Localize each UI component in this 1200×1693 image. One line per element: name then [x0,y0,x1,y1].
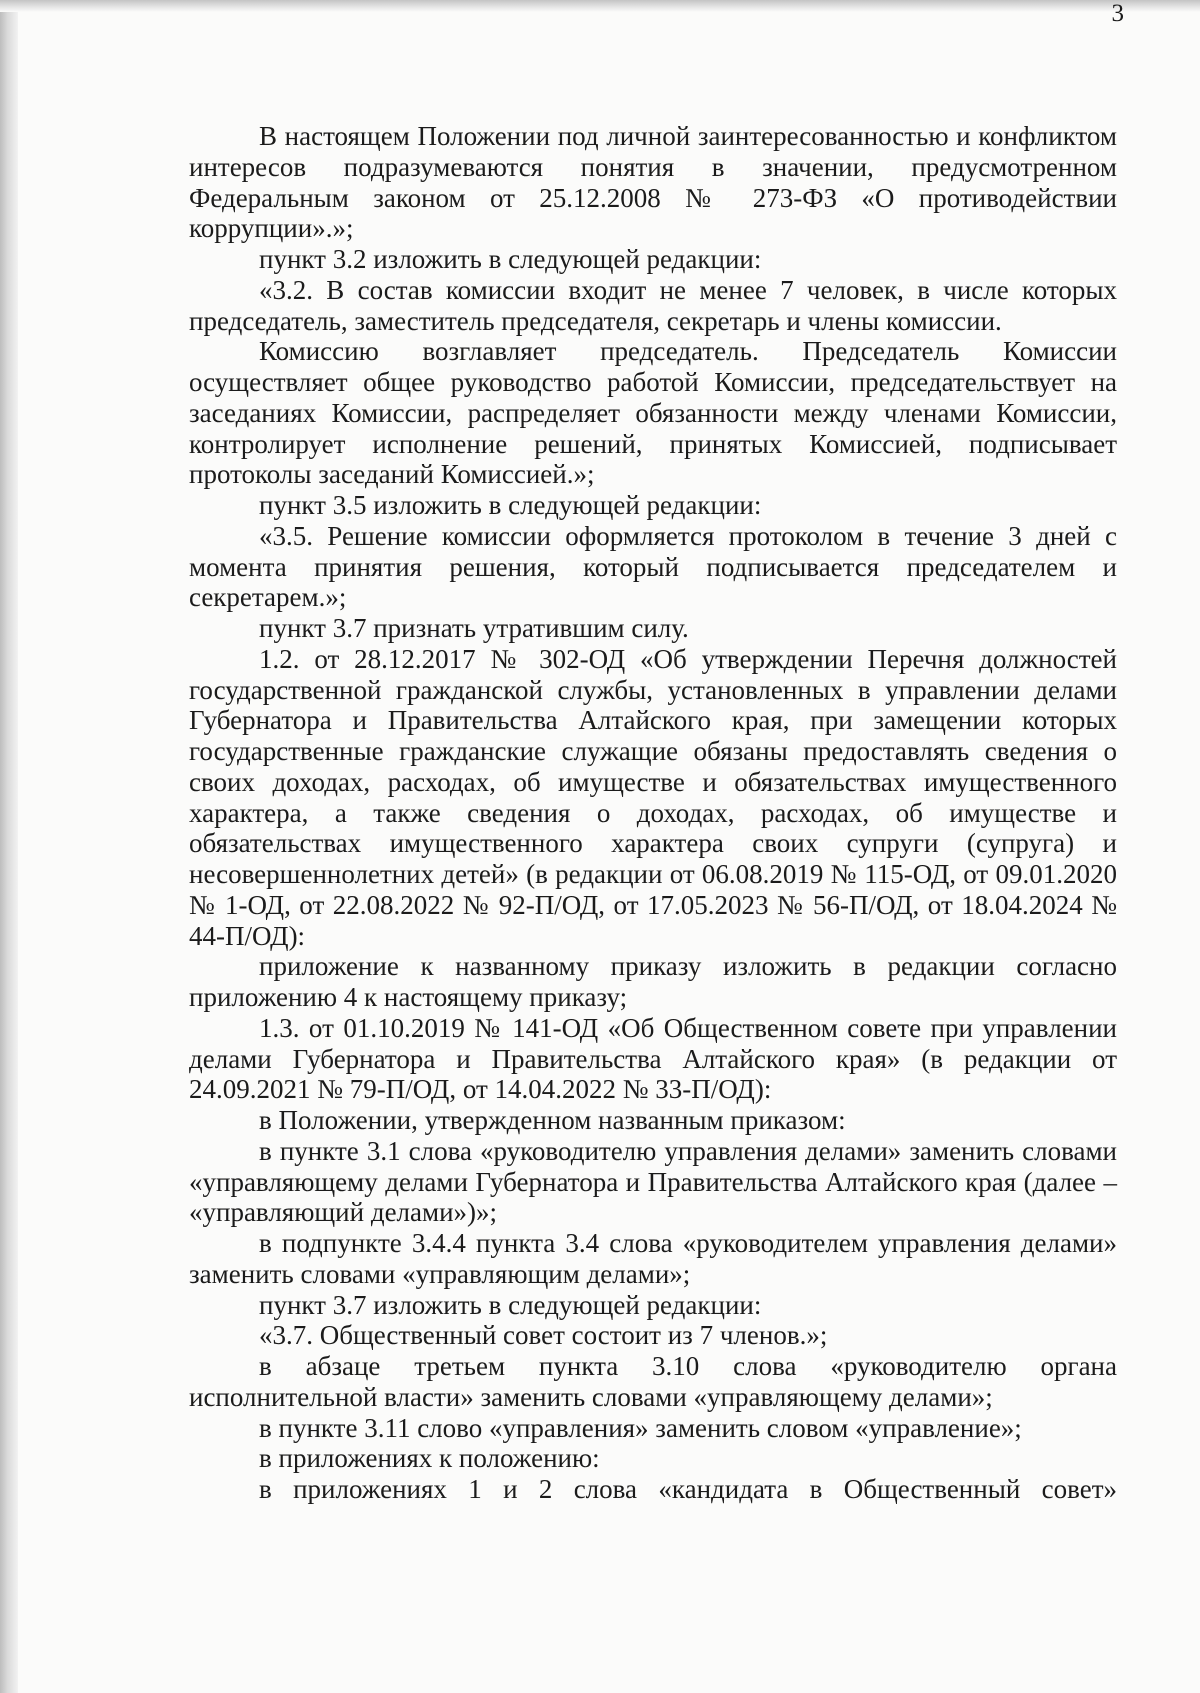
page-number: 3 [1111,0,1124,27]
paragraph-item-3-7-intro: пункт 3.7 изложить в следующей редакции: [259,1289,762,1320]
paragraph-item-3-11-change: в пункте 3.11 слово «управления» заменить словом «управление»; [259,1412,1022,1443]
paragraph-item-3-5-text: «3.5. Решение комиссии оформляется протоколом в течение 3 дней с момента принятия решения, который подписывается председателем и секретарем.»; [189,520,1117,613]
paragraph-regulation-intro: в Положении, утвержденном названным приказом: [259,1105,846,1135]
paragraph-commission-chair: Комиссию возглавляет председатель. Председатель Комиссии осуществляет общее руководство работой Комиссии, председательствует на заседаниях Комиссии, распределяет обязанности между членами Комиссии, контролирует исполнение решений, принятых Комиссией, подписывает протоколы заседаний Комиссией.»; [189,336,1117,490]
paragraph-item-3-2-intro: пункт 3.2 изложить в следующей редакции: [259,244,762,274]
paragraph-definition-conflict-of-interest: В настоящем Положении под личной заинтересованностью и конфликтом интересов подразумеваются понятия в значении, предусмотренном Федеральным законом от 25.12.2008 № 273-ФЗ «О противодействии коррупции».»; [189,121,1117,244]
paragraph-item-3-2-text: «3.2. В состав комиссии входит не менее 7 человек, в числе которых председатель, заместитель председателя, секретарь и члены комиссии. [189,274,1117,336]
paragraph-item-3-5-intro: пункт 3.5 изложить в следующей редакции: [259,490,762,520]
paragraph-item-3-1-change: в пункте 3.1 слова «руководителю управления делами» заменить словами «управляющему делами Губернатора и Правительства Алтайского края (далее – «управляющий делами»)»; [189,1135,1117,1228]
paragraph-item-3-7-repeal: пункт 3.7 признать утратившим силу. [259,613,689,643]
scan-edge-top [0,0,1200,12]
paragraph-order-1-2: 1.2. от 28.12.2017 № 302-ОД «Об утверждении Перечня должностей государственной гражданской службы, установленных в управлении делами Губернатора и Правительства Алтайского края, при замещении которых государственные гражданские служащие обязаны предоставлять сведения о своих доходах, расходах, об имуществе и обязательствах имущественного характера, а также сведения о доходах, расходах, об имуществе и обязательствах имущественного характера своих супруги (супруга) и несовершеннолетних детей» (в редакции от 06.08.2019 № 115-ОД, от 09.01.2020 № 1-ОД, от 22.08.2022 № 92-П/ОД, от 17.05.2023 № 56-П/ОД, от 18.04.2024 № 44-П/ОД): [189,643,1117,951]
paragraph-annexes-1-2-change: в приложениях 1 и 2 слова «кандидата в Общественный совет» [259,1474,1117,1504]
paragraph-annex-replace: приложение к названному приказу изложить в редакции согласно приложению 4 к настоящему приказу; [189,951,1117,1012]
paragraph-subitem-3-4-4-change: в подпункте 3.4.4 пункта 3.4 слова «руководителем управления делами» заменить словами «управляющим делами»; [189,1228,1117,1289]
paragraph-order-1-3: 1.3. от 01.10.2019 № 141-ОД «Об Общественном совете при управлении делами Губернатора и Правительства Алтайского края» (в редакции от 24.09.2021 № 79-П/ОД, от 14.04.2022 № 33-П/ОД): [189,1012,1117,1105]
paragraph-annexes-intro: в приложениях к положению: [259,1443,600,1474]
scan-edge-left [0,0,18,1693]
paragraph-item-3-7-text: «3.7. Общественный совет состоит из 7 членов.»; [259,1320,828,1351]
paragraph-item-3-10-change: в абзаце третьем пункта 3.10 слова «руководителю органа исполнительной власти» заменить словами «управляющему делами»; [189,1351,1117,1412]
document-body [189,121,1117,1505]
